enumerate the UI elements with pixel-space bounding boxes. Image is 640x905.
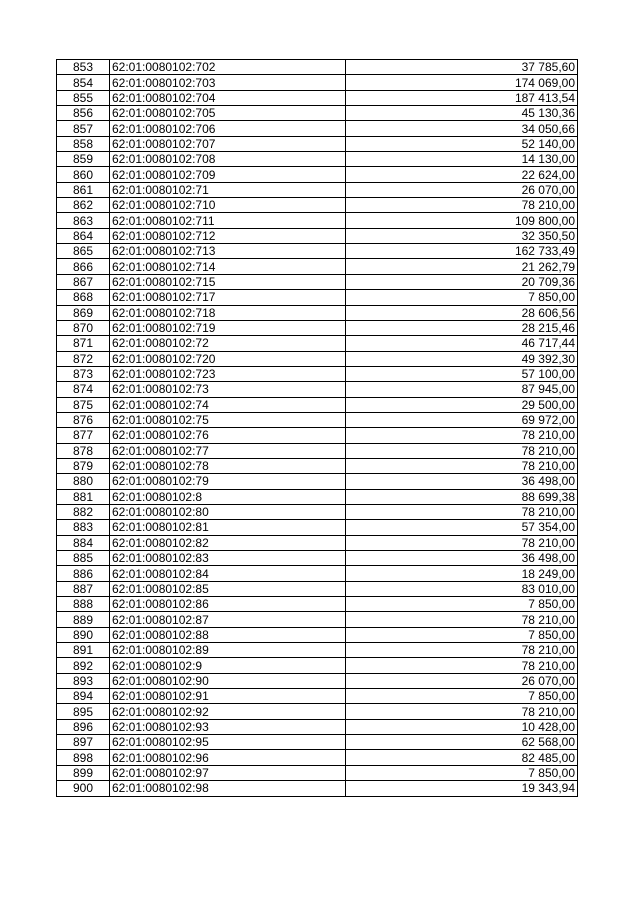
cadastral-number-cell: 62:01:0080102:89 (110, 643, 346, 658)
table-row (57, 412, 578, 427)
table-row (57, 627, 578, 642)
value-cell: 10 428,00 (346, 719, 578, 734)
row-number-cell: 881 (57, 489, 110, 504)
table-row (57, 198, 578, 213)
value-cell: 78 210,00 (346, 658, 578, 673)
cadastral-number-cell: 62:01:0080102:97 (110, 765, 346, 780)
table-row (57, 60, 578, 75)
value-cell: 69 972,00 (346, 412, 578, 427)
value-cell: 49 392,30 (346, 351, 578, 366)
table-row (57, 106, 578, 121)
table-row (57, 228, 578, 243)
table-row (57, 428, 578, 443)
cadastral-number-cell: 62:01:0080102:705 (110, 106, 346, 121)
row-number-cell: 855 (57, 90, 110, 105)
value-cell: 57 354,00 (346, 520, 578, 535)
row-number-cell: 890 (57, 627, 110, 642)
table-row (57, 658, 578, 673)
value-cell: 7 850,00 (346, 597, 578, 612)
row-number-cell: 854 (57, 75, 110, 90)
value-cell: 78 210,00 (346, 643, 578, 658)
row-number-cell: 874 (57, 382, 110, 397)
value-cell: 7 850,00 (346, 765, 578, 780)
table-row (57, 551, 578, 566)
value-cell: 78 210,00 (346, 458, 578, 473)
cadastral-number-cell: 62:01:0080102:92 (110, 704, 346, 719)
cadastral-number-cell: 62:01:0080102:704 (110, 90, 346, 105)
value-cell: 46 717,44 (346, 336, 578, 351)
table-row (57, 382, 578, 397)
row-number-cell: 862 (57, 198, 110, 213)
value-cell: 78 210,00 (346, 704, 578, 719)
table-row (57, 305, 578, 320)
cadastral-number-cell: 62:01:0080102:709 (110, 167, 346, 182)
table-row (57, 336, 578, 351)
table-row (57, 90, 578, 105)
table-row (57, 566, 578, 581)
table-row (57, 781, 578, 796)
row-number-cell: 867 (57, 274, 110, 289)
row-number-cell: 882 (57, 504, 110, 519)
value-cell: 7 850,00 (346, 627, 578, 642)
cadastral-number-cell: 62:01:0080102:98 (110, 781, 346, 796)
cadastral-number-cell: 62:01:0080102:87 (110, 612, 346, 627)
cadastral-number-cell: 62:01:0080102:714 (110, 259, 346, 274)
row-number-cell: 872 (57, 351, 110, 366)
cadastral-number-cell: 62:01:0080102:719 (110, 320, 346, 335)
table-row (57, 719, 578, 734)
table-row (57, 167, 578, 182)
value-cell: 174 069,00 (346, 75, 578, 90)
cadastral-number-cell: 62:01:0080102:78 (110, 458, 346, 473)
value-cell: 78 210,00 (346, 535, 578, 550)
value-cell: 21 262,79 (346, 259, 578, 274)
table-row (57, 458, 578, 473)
value-cell: 45 130,36 (346, 106, 578, 121)
cadastral-number-cell: 62:01:0080102:9 (110, 658, 346, 673)
cadastral-number-cell: 62:01:0080102:708 (110, 152, 346, 167)
cadastral-number-cell: 62:01:0080102:73 (110, 382, 346, 397)
value-cell: 7 850,00 (346, 290, 578, 305)
value-cell: 26 070,00 (346, 673, 578, 688)
cadastral-number-cell: 62:01:0080102:77 (110, 443, 346, 458)
table-row (57, 612, 578, 627)
value-cell: 82 485,00 (346, 750, 578, 765)
cadastral-number-cell: 62:01:0080102:75 (110, 412, 346, 427)
cadastral-number-cell: 62:01:0080102:711 (110, 213, 346, 228)
row-number-cell: 898 (57, 750, 110, 765)
cadastral-number-cell: 62:01:0080102:718 (110, 305, 346, 320)
cadastral-number-cell: 62:01:0080102:715 (110, 274, 346, 289)
value-cell: 20 709,36 (346, 274, 578, 289)
row-number-cell: 856 (57, 106, 110, 121)
row-number-cell: 868 (57, 290, 110, 305)
value-cell: 78 210,00 (346, 443, 578, 458)
table-row (57, 366, 578, 381)
row-number-cell: 895 (57, 704, 110, 719)
value-cell: 7 850,00 (346, 689, 578, 704)
row-number-cell: 889 (57, 612, 110, 627)
table-row (57, 121, 578, 136)
cadastral-number-cell: 62:01:0080102:85 (110, 581, 346, 596)
value-cell: 78 210,00 (346, 504, 578, 519)
cadastral-number-cell: 62:01:0080102:8 (110, 489, 346, 504)
value-cell: 19 343,94 (346, 781, 578, 796)
row-number-cell: 860 (57, 167, 110, 182)
row-number-cell: 869 (57, 305, 110, 320)
cadastral-number-cell: 62:01:0080102:713 (110, 244, 346, 259)
row-number-cell: 880 (57, 474, 110, 489)
cadastral-number-cell: 62:01:0080102:71 (110, 182, 346, 197)
cadastral-number-cell: 62:01:0080102:84 (110, 566, 346, 581)
cadastral-number-cell: 62:01:0080102:91 (110, 689, 346, 704)
table-row (57, 136, 578, 151)
row-number-cell: 885 (57, 551, 110, 566)
value-cell: 52 140,00 (346, 136, 578, 151)
table-row (57, 643, 578, 658)
table-row (57, 474, 578, 489)
table-row (57, 735, 578, 750)
cadastral-number-cell: 62:01:0080102:707 (110, 136, 346, 151)
row-number-cell: 883 (57, 520, 110, 535)
value-cell: 88 699,38 (346, 489, 578, 504)
cadastral-number-cell: 62:01:0080102:717 (110, 290, 346, 305)
row-number-cell: 858 (57, 136, 110, 151)
table-row (57, 397, 578, 412)
cadastral-number-cell: 62:01:0080102:712 (110, 228, 346, 243)
row-number-cell: 896 (57, 719, 110, 734)
value-cell: 26 070,00 (346, 182, 578, 197)
cadastral-number-cell: 62:01:0080102:702 (110, 60, 346, 75)
cadastral-number-cell: 62:01:0080102:90 (110, 673, 346, 688)
cadastral-number-cell: 62:01:0080102:83 (110, 551, 346, 566)
cadastral-number-cell: 62:01:0080102:720 (110, 351, 346, 366)
table-row (57, 213, 578, 228)
cadastral-number-cell: 62:01:0080102:703 (110, 75, 346, 90)
value-cell: 36 498,00 (346, 551, 578, 566)
value-cell: 22 624,00 (346, 167, 578, 182)
table-row (57, 689, 578, 704)
value-cell: 29 500,00 (346, 397, 578, 412)
value-cell: 14 130,00 (346, 152, 578, 167)
row-number-cell: 892 (57, 658, 110, 673)
value-cell: 78 210,00 (346, 198, 578, 213)
row-number-cell: 886 (57, 566, 110, 581)
cadastral-number-cell: 62:01:0080102:74 (110, 397, 346, 412)
row-number-cell: 897 (57, 735, 110, 750)
cadastral-number-cell: 62:01:0080102:93 (110, 719, 346, 734)
row-number-cell: 876 (57, 412, 110, 427)
table-row (57, 535, 578, 550)
table-row (57, 290, 578, 305)
row-number-cell: 864 (57, 228, 110, 243)
row-number-cell: 875 (57, 397, 110, 412)
table-row (57, 581, 578, 596)
value-cell: 83 010,00 (346, 581, 578, 596)
row-number-cell: 900 (57, 781, 110, 796)
cadastral-number-cell: 62:01:0080102:76 (110, 428, 346, 443)
value-cell: 57 100,00 (346, 366, 578, 381)
value-cell: 109 800,00 (346, 213, 578, 228)
value-cell: 28 606,56 (346, 305, 578, 320)
table-row (57, 673, 578, 688)
cadastral-number-cell: 62:01:0080102:710 (110, 198, 346, 213)
cadastral-number-cell: 62:01:0080102:723 (110, 366, 346, 381)
row-number-cell: 884 (57, 535, 110, 550)
value-cell: 37 785,60 (346, 60, 578, 75)
table-row (57, 750, 578, 765)
row-number-cell: 866 (57, 259, 110, 274)
row-number-cell: 865 (57, 244, 110, 259)
cadastral-number-cell: 62:01:0080102:80 (110, 504, 346, 519)
value-cell: 34 050,66 (346, 121, 578, 136)
row-number-cell: 894 (57, 689, 110, 704)
cadastral-number-cell: 62:01:0080102:82 (110, 535, 346, 550)
table-row (57, 259, 578, 274)
cadastral-number-cell: 62:01:0080102:706 (110, 121, 346, 136)
table-row (57, 597, 578, 612)
row-number-cell: 859 (57, 152, 110, 167)
table-row (57, 244, 578, 259)
cadastral-number-cell: 62:01:0080102:86 (110, 597, 346, 612)
table-body (57, 60, 578, 797)
cadastral-number-cell: 62:01:0080102:79 (110, 474, 346, 489)
cadastral-number-cell: 62:01:0080102:81 (110, 520, 346, 535)
row-number-cell: 871 (57, 336, 110, 351)
value-cell: 78 210,00 (346, 612, 578, 627)
table-row (57, 765, 578, 780)
table-row (57, 351, 578, 366)
table-row (57, 520, 578, 535)
row-number-cell: 857 (57, 121, 110, 136)
row-number-cell: 878 (57, 443, 110, 458)
value-cell: 87 945,00 (346, 382, 578, 397)
table-row (57, 704, 578, 719)
value-cell: 28 215,46 (346, 320, 578, 335)
value-cell: 187 413,54 (346, 90, 578, 105)
row-number-cell: 853 (57, 60, 110, 75)
table-row (57, 489, 578, 504)
cadastral-number-cell: 62:01:0080102:95 (110, 735, 346, 750)
table-row (57, 320, 578, 335)
value-cell: 78 210,00 (346, 428, 578, 443)
value-cell: 162 733,49 (346, 244, 578, 259)
table-row (57, 274, 578, 289)
row-number-cell: 870 (57, 320, 110, 335)
row-number-cell: 861 (57, 182, 110, 197)
table-row (57, 75, 578, 90)
table-row (57, 443, 578, 458)
row-number-cell: 899 (57, 765, 110, 780)
row-number-cell: 863 (57, 213, 110, 228)
value-cell: 18 249,00 (346, 566, 578, 581)
row-number-cell: 893 (57, 673, 110, 688)
value-cell: 36 498,00 (346, 474, 578, 489)
table-row (57, 152, 578, 167)
value-cell: 62 568,00 (346, 735, 578, 750)
row-number-cell: 887 (57, 581, 110, 596)
row-number-cell: 877 (57, 428, 110, 443)
cadastral-number-cell: 62:01:0080102:96 (110, 750, 346, 765)
table-row (57, 504, 578, 519)
row-number-cell: 873 (57, 366, 110, 381)
cadastral-value-table (56, 59, 578, 797)
cadastral-number-cell: 62:01:0080102:72 (110, 336, 346, 351)
row-number-cell: 879 (57, 458, 110, 473)
row-number-cell: 891 (57, 643, 110, 658)
table-row (57, 182, 578, 197)
row-number-cell: 888 (57, 597, 110, 612)
cadastral-number-cell: 62:01:0080102:88 (110, 627, 346, 642)
value-cell: 32 350,50 (346, 228, 578, 243)
